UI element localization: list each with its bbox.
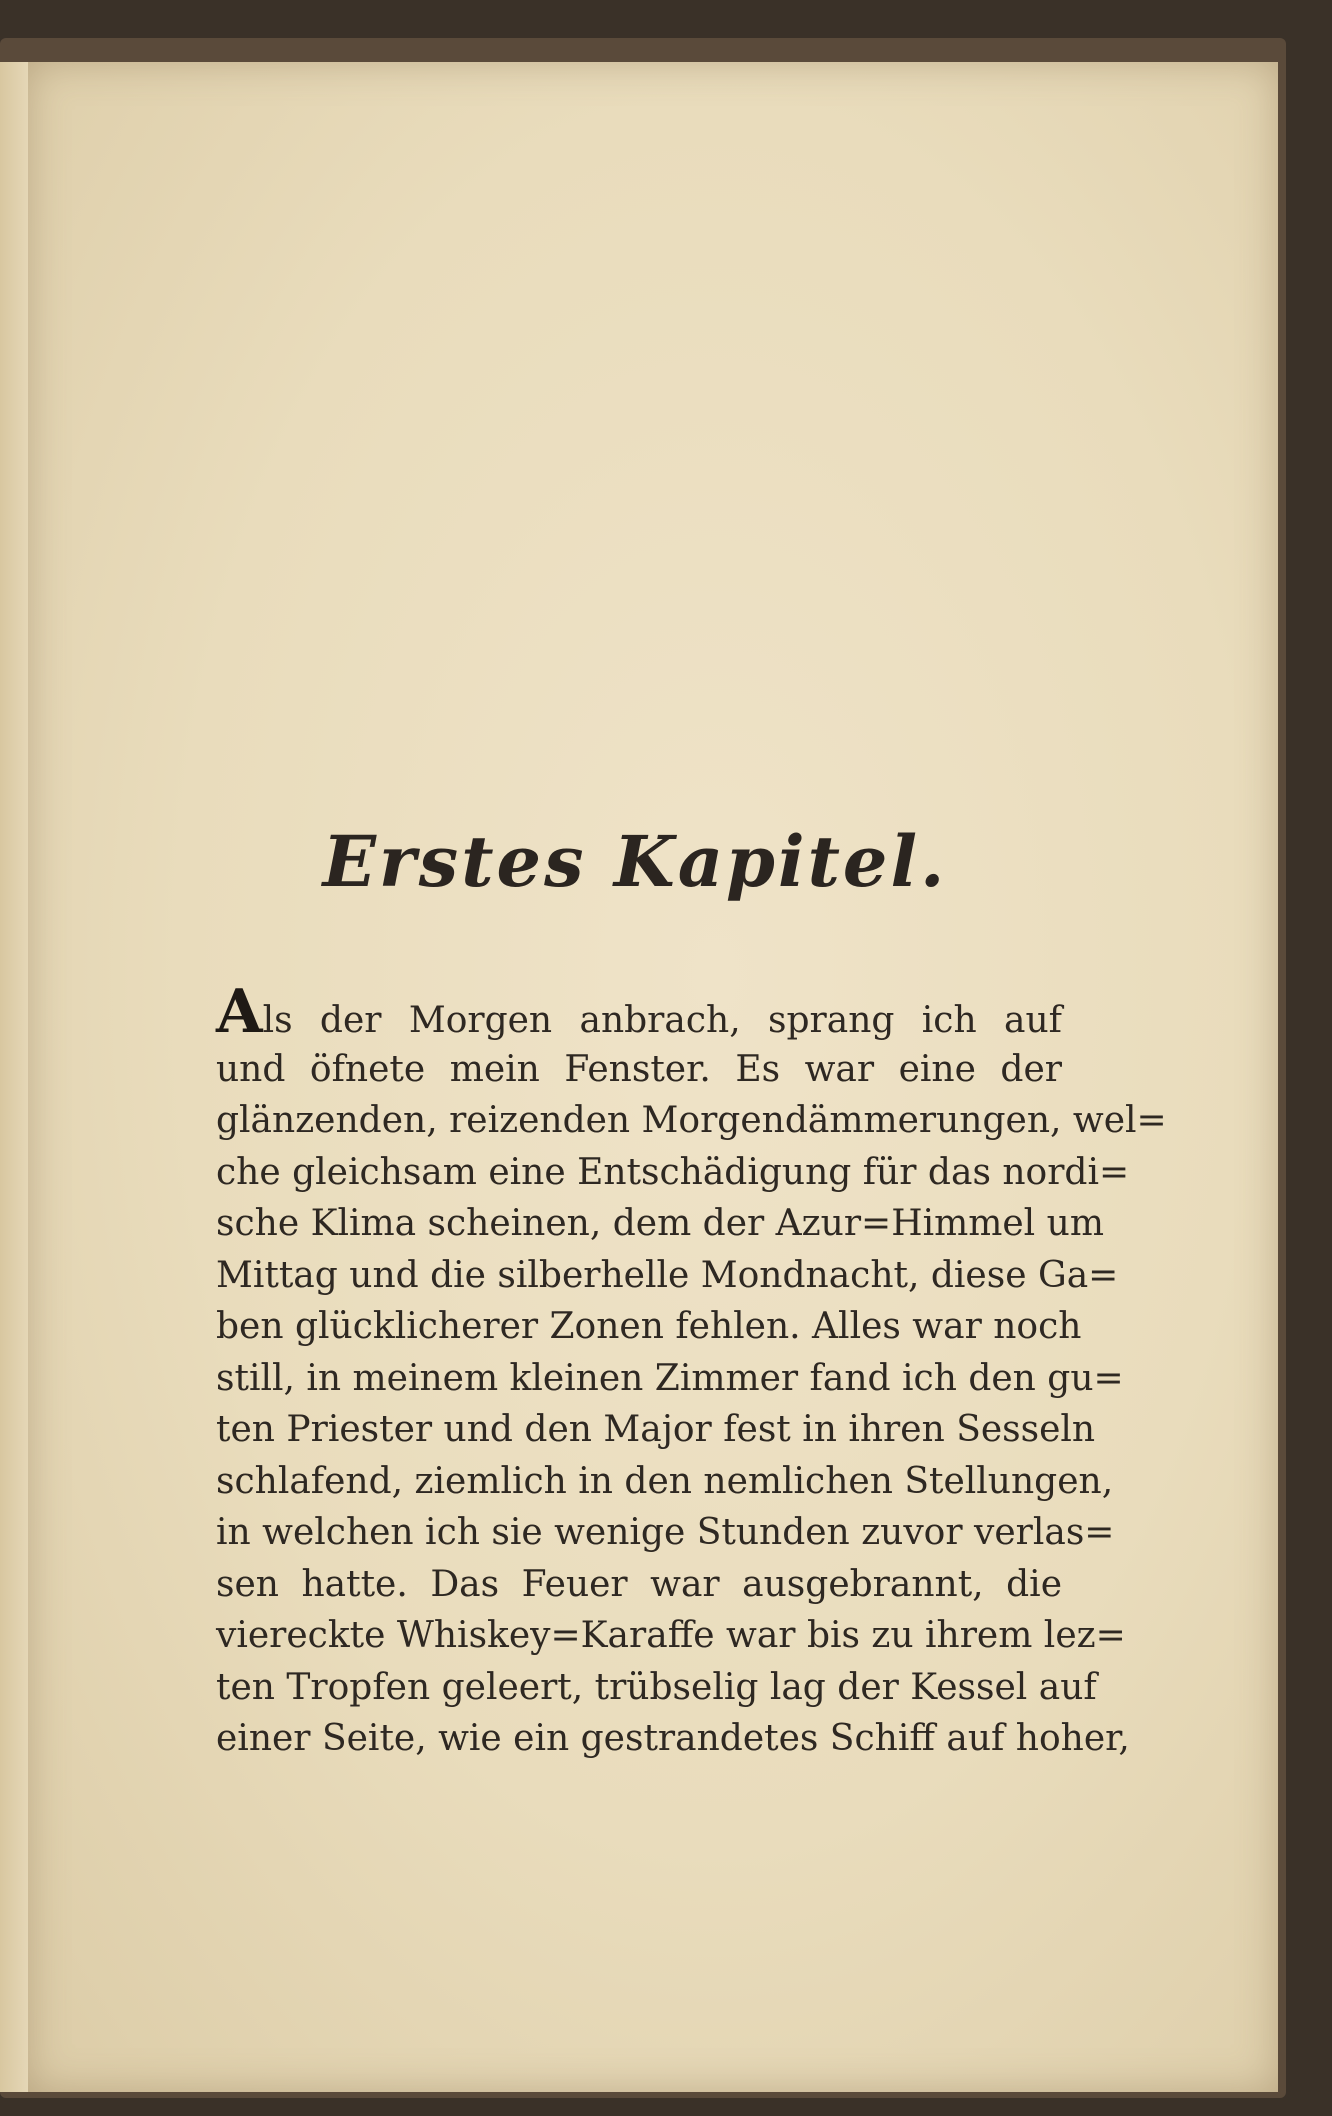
text-line: che gleichsam eine Entschädigung für das nordi= (216, 1151, 1130, 1193)
facing-page-edge (0, 62, 31, 2092)
chapter-title: Erstes Kapitel. (322, 820, 948, 903)
initial-letter: A (216, 977, 263, 1047)
text-line: ten Priester und den Major fest in ihren Sesseln (216, 1409, 1096, 1450)
text-line: viereckte Whiskey=Karaffe war bis zu ihrem lez= (216, 1615, 1126, 1656)
text-line: einer Seite, wie ein gestrandetes Schiff auf hoher, (216, 1718, 1130, 1759)
text-line: sche Klima scheinen, dem der Azur=Himmel um (216, 1203, 1104, 1244)
first-line-text: ls der Morgen anbrach, sprang ich auf (262, 1000, 1062, 1041)
text-line: ben glücklicherer Zonen fehlen. Alles war noch (216, 1306, 1082, 1347)
text-line: Mittag und die silberhelle Mondnacht, diese Ga= (216, 1254, 1119, 1296)
text-line: sen hatte. Das Feuer war ausgebrannt, die (216, 1563, 1062, 1605)
text-line: glänzenden, reizenden Morgendämmerungen, wel= (216, 1100, 1167, 1141)
text-line: ten Tropfen geleert, trübselig lag der Kessel auf (216, 1666, 1097, 1708)
text-line: still, in meinem kleinen Zimmer fand ich den gu= (216, 1357, 1124, 1399)
text-line: schlafend, ziemlich in den nemlichen Stellungen, (216, 1460, 1114, 1502)
text-line: und öfnete mein Fenster. Es war eine der (216, 1048, 1062, 1090)
body-text (216, 977, 1167, 1765)
text-line: in welchen ich sie wenige Stunden zuvor verlas= (216, 1512, 1115, 1553)
text-line (216, 977, 1062, 1047)
